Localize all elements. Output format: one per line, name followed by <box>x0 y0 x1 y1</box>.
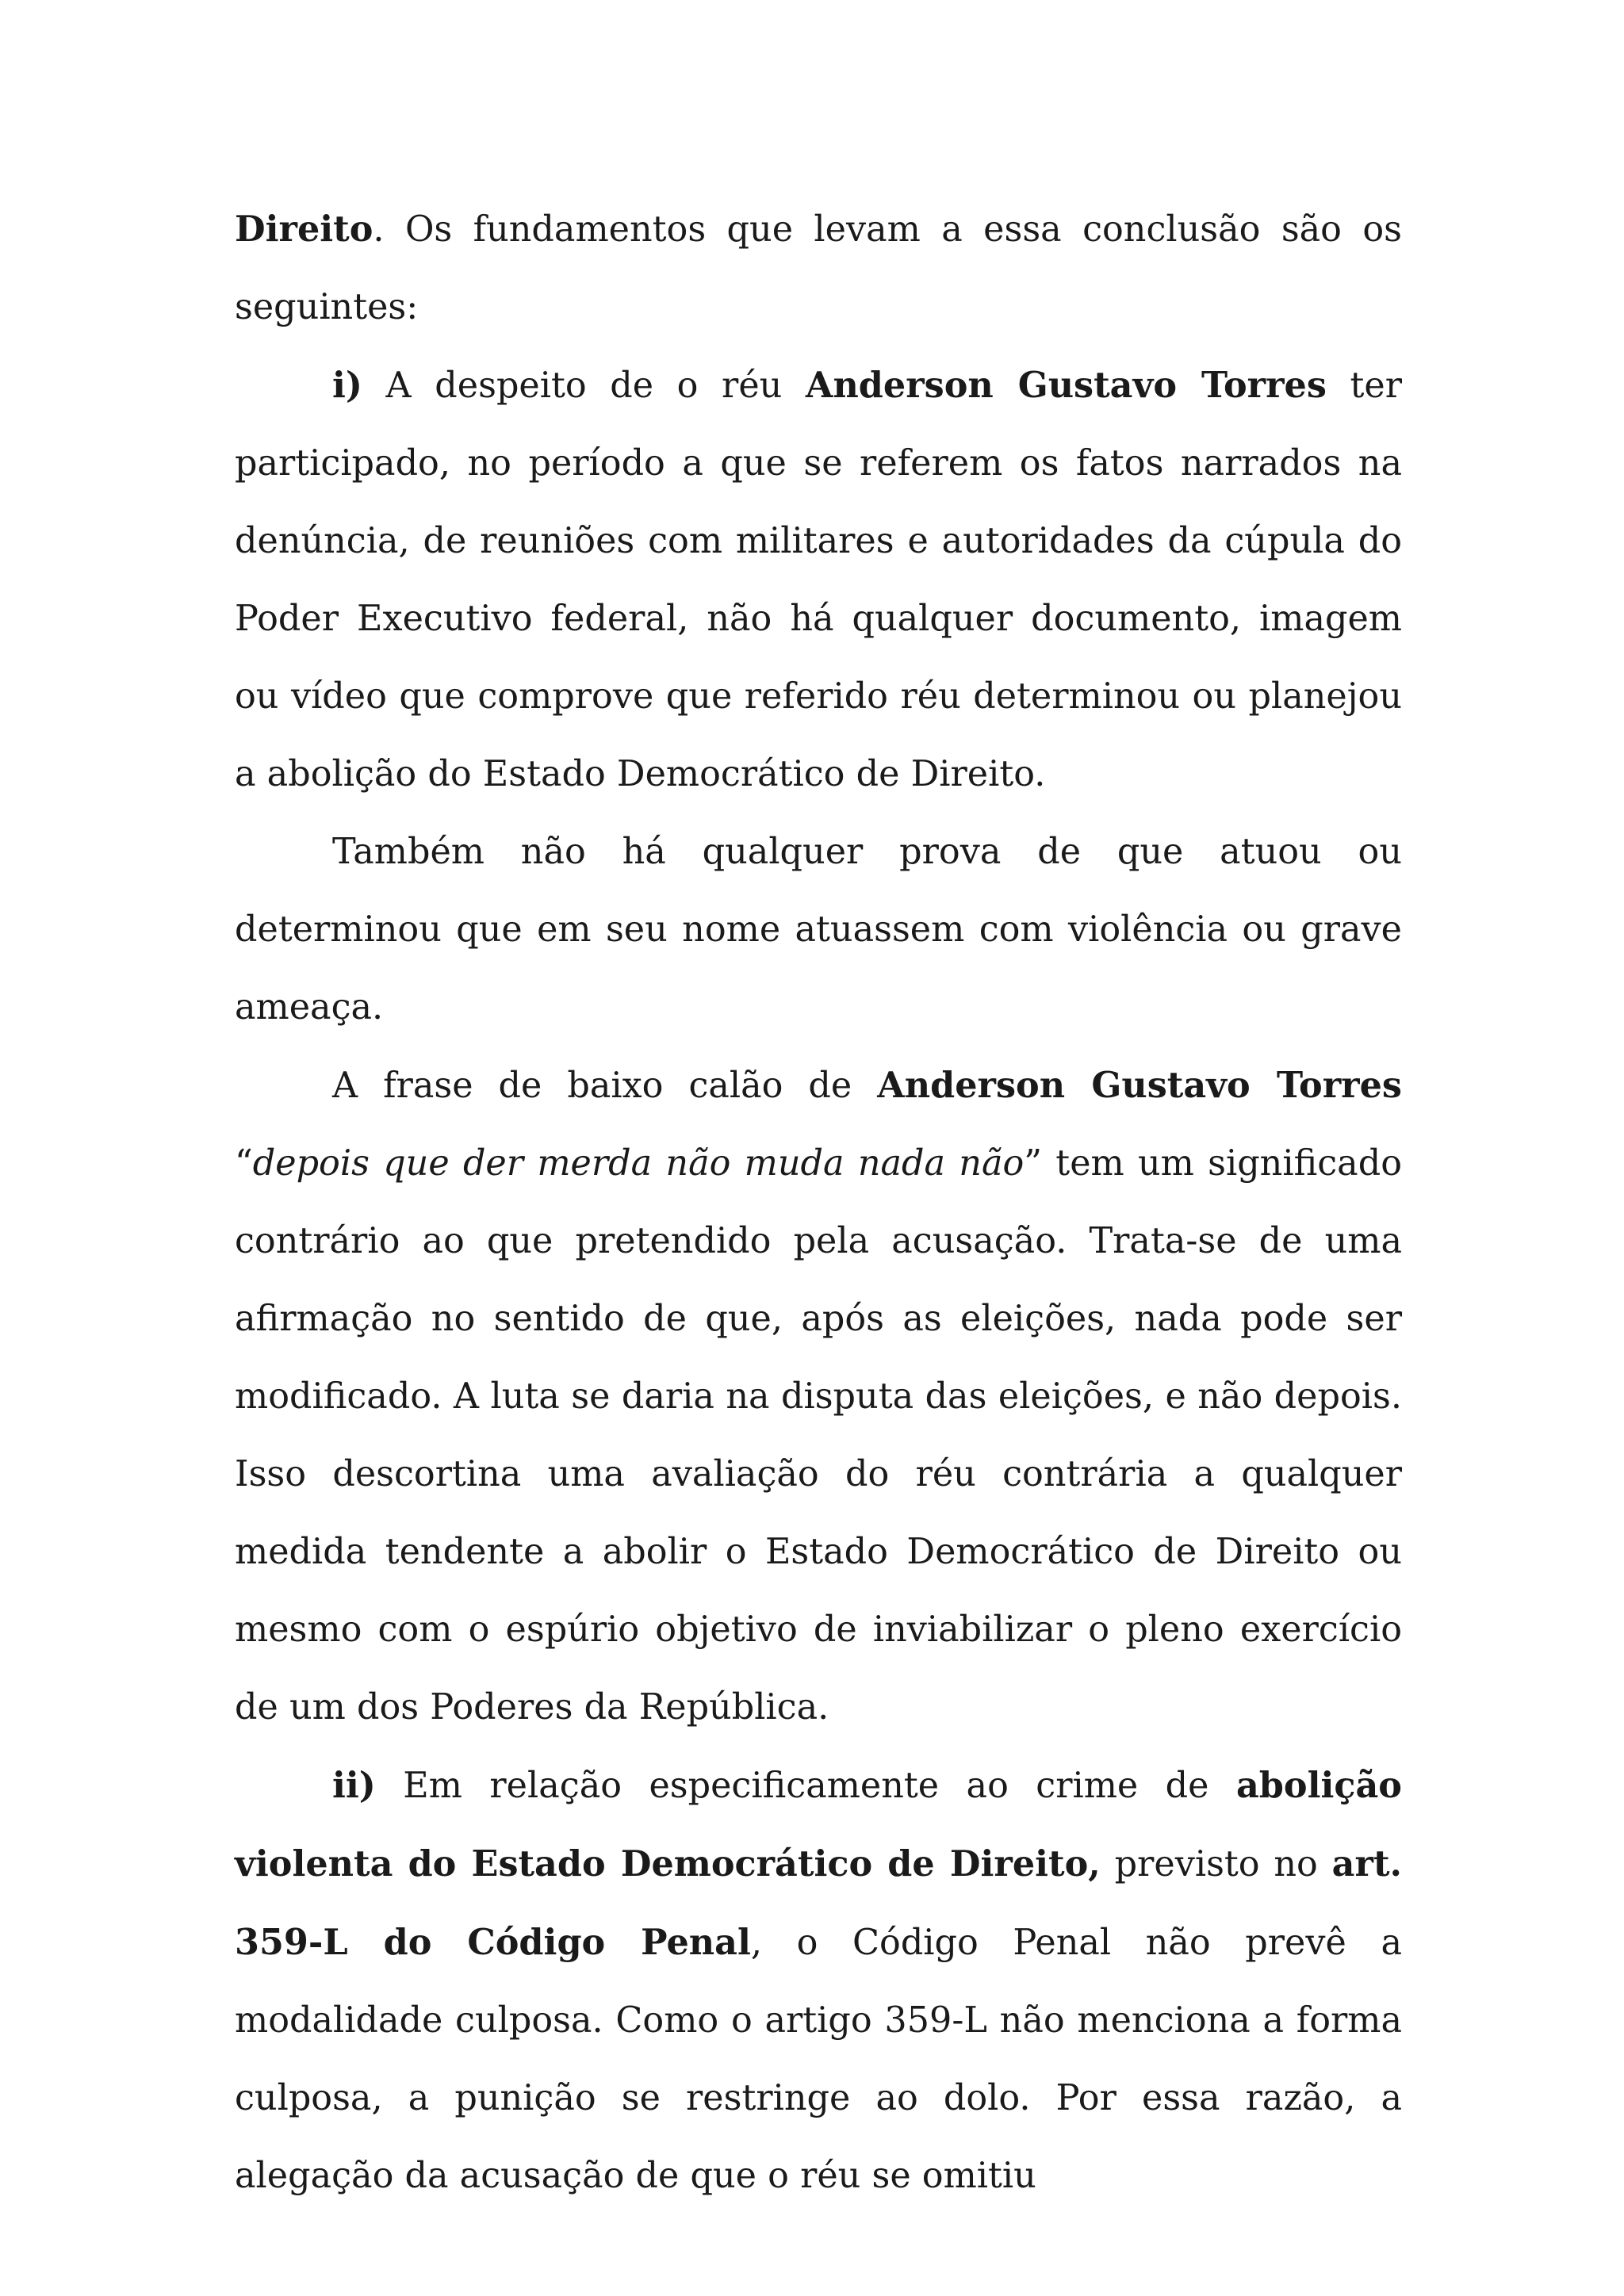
body-text: A despeito de o réu <box>362 365 806 406</box>
paragraph-item-ii <box>235 1747 1402 2215</box>
paragraph-item-i <box>235 346 1402 813</box>
body-text: previsto no <box>1100 1844 1332 1885</box>
quoted-phrase: depois que der merda não muda nada não <box>252 1143 1025 1184</box>
crime-name: abolição violenta do Estado Democrático de Direito, <box>235 1765 1402 1885</box>
body-text: , o Código Penal não prevê a modalidade culposa. Como o artigo 359-L não menciona a forma culposa, a punição se restringe ao dolo. Por essa razão, a alegação da acusação de que o réu se omitiu <box>235 1923 1402 2196</box>
paragraph-no-evidence <box>235 813 1402 1047</box>
body-text: A frase de baixo calão de <box>332 1066 878 1106</box>
legal-article: art. 359-L do Código Penal <box>235 1843 1402 1963</box>
defendant-name: Anderson Gustavo Torres <box>805 365 1327 406</box>
item-marker: i) <box>332 365 362 406</box>
defendant-name: Anderson Gustavo Torres <box>877 1065 1402 1106</box>
paragraph-quote <box>235 1047 1402 1747</box>
body-text: . Os fundamentos que levam a essa conclusão são os seguintes: <box>235 209 1402 327</box>
body-text: ” tem um significado contrário ao que pretendido pela acusação. Trata-se de uma afirmação no sentido de que, após as eleições, nada pode ser modificado. A luta se daria na disputa das eleições, e não depois. Isso descortina uma avaliação do réu contrária a qualquer medida tendente a abolir o Estado Democrático de Direito ou mesmo com o espúrio objetivo de inviabilizar o pleno exercício de um dos Poderes da República. <box>235 1143 1402 1728</box>
body-text: ter participado, no período a que se referem os fatos narrados na denúncia, de reuniões com militares e autoridades da cúpula do Poder Executivo federal, não há qualquer documento, imagem ou vídeo que comprove que referido réu determinou ou planejou a abolição do Estado Democrático de Direito. <box>235 365 1403 794</box>
item-marker: ii) <box>332 1765 376 1806</box>
paragraph-intro <box>235 190 1402 346</box>
document-page <box>235 190 1402 2215</box>
body-text: Em relação especificamente ao crime de <box>375 1766 1236 1806</box>
bold-text: Direito <box>235 209 373 250</box>
body-text: Também não há qualquer prova de que atuou ou determinou que em seu nome atuassem com violência ou grave ameaça. <box>235 832 1402 1027</box>
quote-open: “ <box>235 1143 253 1184</box>
